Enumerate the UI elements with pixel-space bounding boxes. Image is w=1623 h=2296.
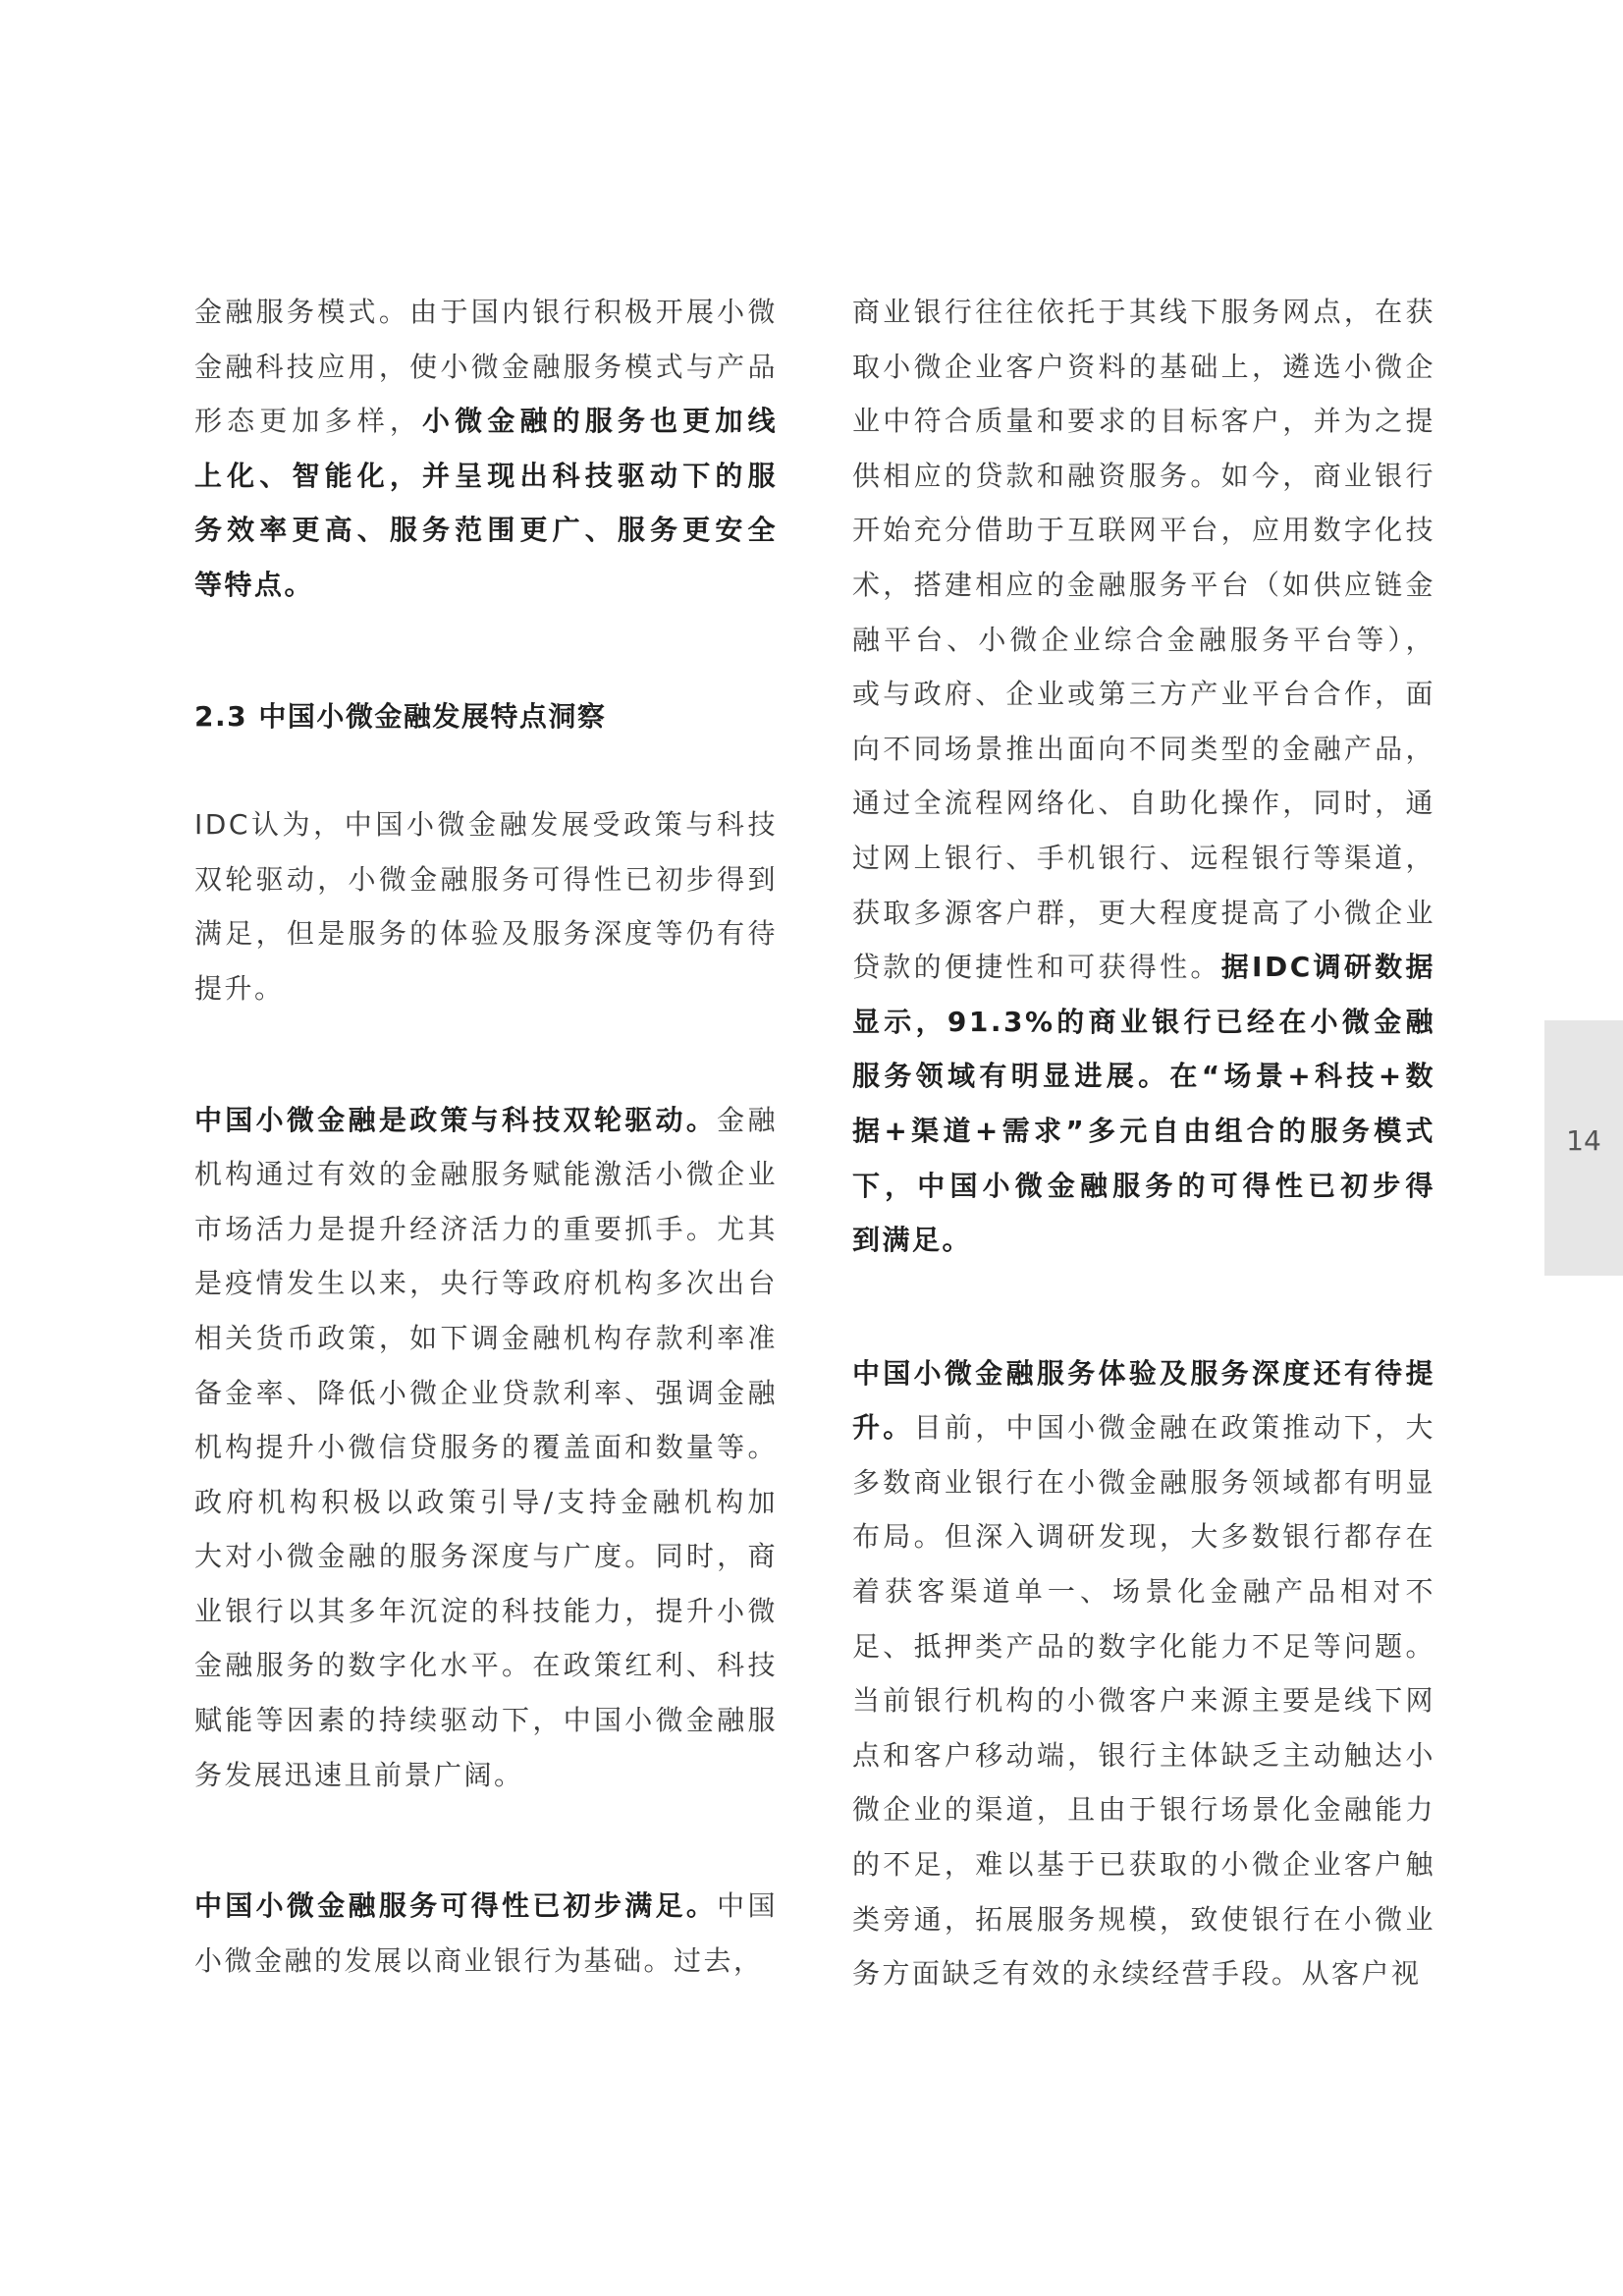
text-line (852, 1455, 1435, 1510)
right-paragraph-1 (852, 285, 1435, 1268)
text-run: 目前，中国小微金融在政策推动下，大 (913, 1411, 1435, 1445)
text-run: 大对小微金融的服务深度与广度。同时，商 (194, 1540, 778, 1573)
spacer (852, 1268, 1435, 1346)
bold-text-run: 务效率更高、服务范围更广、服务更安全 (194, 514, 778, 547)
left-paragraph-4 (194, 1879, 778, 1988)
text-run: IDC认为，中国小微金融发展受政策与科技 (194, 808, 778, 842)
bold-text-run: 上化、智能化，并呈现出科技驱动下的服 (194, 459, 778, 492)
bold-text-run: 到满足。 (852, 1224, 973, 1257)
text-run: 贷款的便捷性和可获得性。 (852, 951, 1221, 984)
text-line (194, 1879, 778, 1934)
bold-text-run: 升。 (852, 1411, 914, 1445)
text-line (852, 449, 1435, 504)
text-run: 赋能等因素的持续驱动下，中国小微金融服 (194, 1704, 778, 1737)
text-run: 机构通过有效的金融服务赋能激活小微企业 (194, 1158, 778, 1191)
text-line (852, 1782, 1435, 1837)
text-run: 取小微企业客户资料的基础上，遴选小微企 (852, 350, 1435, 383)
text-run: 获取多源客户群，更大程度提高了小微企业 (852, 896, 1435, 929)
bold-text-run: 显示，91.3%的商业银行已经在小微金融 (852, 1005, 1435, 1038)
text-line (852, 1213, 1435, 1268)
text-run: 金融科技应用，使小微金融服务模式与产品 (194, 350, 778, 383)
text-line (194, 852, 778, 907)
text-run: 是疫情发生以来，央行等政府机构多次出台 (194, 1267, 778, 1300)
text-run: 过网上银行、手机银行、远程银行等渠道， (852, 841, 1435, 874)
text-run: 点和客户移动端，银行主体缺乏主动触达小 (852, 1738, 1435, 1772)
bold-text-run: 小微金融的服务也更加线 (422, 405, 778, 438)
text-line (852, 340, 1435, 395)
text-line (852, 1509, 1435, 1564)
text-line (194, 1256, 778, 1311)
spacer (194, 1016, 778, 1093)
text-run: 足、抵押类产品的数字化能力不足等问题。 (852, 1629, 1435, 1663)
text-line (194, 1366, 778, 1421)
text-line (852, 1619, 1435, 1674)
text-line (852, 613, 1435, 668)
text-line (852, 1837, 1435, 1892)
text-line (194, 1529, 778, 1584)
right-paragraph-2 (852, 1346, 1435, 2001)
text-run: 当前银行机构的小微客户来源主要是线下网 (852, 1684, 1435, 1718)
text-line (852, 394, 1435, 449)
text-run: 融平台、小微企业综合金融服务平台等）， (852, 623, 1435, 656)
text-line (852, 667, 1435, 722)
text-run: 务发展迅速且前景广阔。 (194, 1758, 524, 1791)
text-run: 金融服务的数字化水平。在政策红利、科技 (194, 1649, 778, 1682)
text-line (194, 558, 778, 613)
text-line (852, 722, 1435, 777)
text-run: 或与政府、企业或第三方产业平台合作，面 (852, 678, 1435, 711)
spacer (194, 613, 778, 689)
text-run: 金融服务模式。由于国内银行积极开展小微 (194, 296, 778, 328)
text-run: 向不同场景推出面向不同类型的金融产品， (852, 732, 1435, 765)
left-paragraph-1 (194, 285, 778, 613)
spacer (194, 1802, 778, 1879)
text-line (194, 1934, 778, 1989)
text-line (194, 503, 778, 558)
bold-text-run: 据+渠道+需求”多元自由组合的服务模式 (852, 1114, 1435, 1147)
text-line (852, 1728, 1435, 1783)
text-run: 供相应的贷款和融资服务。如今，商业银行 (852, 459, 1435, 492)
text-line (194, 1693, 778, 1748)
text-run: 着获客渠道单一、场景化金融产品相对不 (852, 1575, 1435, 1609)
text-line (194, 394, 778, 449)
text-run: 业中符合质量和要求的目标客户，并为之提 (852, 405, 1435, 438)
text-line (852, 995, 1435, 1050)
text-run: 机构提升小微信贷服务的覆盖面和数量等。 (194, 1431, 778, 1464)
text-line (852, 1564, 1435, 1619)
bold-text-run: 服务领域有明显进展。在“场景+科技+数 (852, 1060, 1435, 1093)
text-line (852, 1159, 1435, 1214)
text-run: 术，搭建相应的金融服务平台（如供应链金 (852, 568, 1435, 601)
section-heading: 2.3 中国小微金融发展特点洞察 (194, 699, 607, 733)
text-line (852, 285, 1435, 340)
left-paragraph-2 (194, 797, 778, 1015)
text-line (194, 1311, 778, 1366)
text-run: 布局。但深入调研发现，大多数银行都存在 (852, 1520, 1435, 1554)
bold-text-run: 等特点。 (194, 568, 315, 601)
text-run: 小微金融的发展以商业银行为基础。过去， (194, 1943, 764, 1977)
text-run: 的不足，难以基于已获取的小微企业客户触 (852, 1848, 1435, 1882)
text-line (852, 886, 1435, 941)
text-line (194, 1093, 778, 1148)
text-run: 微企业的渠道，且由于银行场景化金融能力 (852, 1793, 1435, 1827)
bold-text-run: 下，中国小微金融服务的可得性已初步得 (852, 1169, 1435, 1202)
text-line (194, 1584, 778, 1639)
text-line (194, 797, 778, 852)
text-run: 商业银行往往依托于其线下服务网点，在获 (852, 296, 1435, 328)
text-line (852, 1104, 1435, 1159)
left-paragraph-3 (194, 1093, 778, 1803)
left-column (194, 285, 778, 1988)
text-run: 提升。 (194, 971, 285, 1005)
text-line (852, 940, 1435, 995)
bold-text-run: 据IDC调研数据 (1220, 951, 1435, 984)
text-line (194, 1748, 778, 1803)
text-run: 中国 (717, 1889, 778, 1923)
text-line (852, 1346, 1435, 1401)
text-line (194, 1475, 778, 1530)
text-line (194, 285, 778, 340)
text-run: 开始充分借助于互联网平台，应用数字化技 (852, 514, 1435, 547)
text-run: 双轮驱动，小微金融服务可得性已初步得到 (194, 862, 778, 896)
text-line (194, 1420, 778, 1475)
text-line (194, 961, 778, 1016)
text-line (194, 906, 778, 961)
page-number: 14 (1566, 1124, 1601, 1157)
text-run: 多数商业银行在小微金融服务领域都有明显 (852, 1465, 1435, 1499)
text-line (194, 1638, 778, 1693)
text-run: 类旁通，拓展服务规模，致使银行在小微业 (852, 1902, 1435, 1936)
text-run: 政府机构积极以政策引导/支持金融机构加 (194, 1485, 778, 1518)
text-line (852, 776, 1435, 831)
text-line (852, 1049, 1435, 1104)
bold-text-run: 中国小微金融服务体验及服务深度还有待提 (852, 1356, 1435, 1390)
text-line (194, 449, 778, 504)
text-run: 金融 (717, 1103, 778, 1136)
text-run: 通过全流程网络化、自助化操作，同时，通 (852, 787, 1435, 820)
text-run: 形态更加多样， (194, 405, 423, 438)
text-run: 业银行以其多年沉淀的科技能力，提升小微 (194, 1594, 778, 1627)
text-line (194, 340, 778, 395)
bold-text-run: 中国小微金融服务可得性已初步满足。 (194, 1889, 718, 1923)
right-column (852, 285, 1435, 2001)
bold-text-run: 中国小微金融是政策与科技双轮驱动。 (194, 1103, 718, 1136)
text-line (852, 1400, 1435, 1455)
text-line (852, 503, 1435, 558)
text-run: 务方面缺乏有效的永续经营手段。从客户视 (852, 1957, 1422, 1991)
text-line (852, 1946, 1435, 2001)
text-line (194, 1202, 778, 1257)
text-run: 备金率、降低小微企业贷款利率、强调金融 (194, 1376, 778, 1409)
spacer (194, 743, 778, 797)
text-line (852, 558, 1435, 613)
text-line (852, 1673, 1435, 1728)
text-run: 相关货币政策，如下调金融机构存款利率准 (194, 1321, 778, 1354)
text-run: 市场活力是提升经济活力的重要抓手。尤其 (194, 1212, 778, 1245)
text-line (852, 1892, 1435, 1947)
text-line (852, 831, 1435, 886)
text-line (194, 1147, 778, 1202)
text-run: 满足，但是服务的体验及服务深度等仍有待 (194, 917, 778, 951)
